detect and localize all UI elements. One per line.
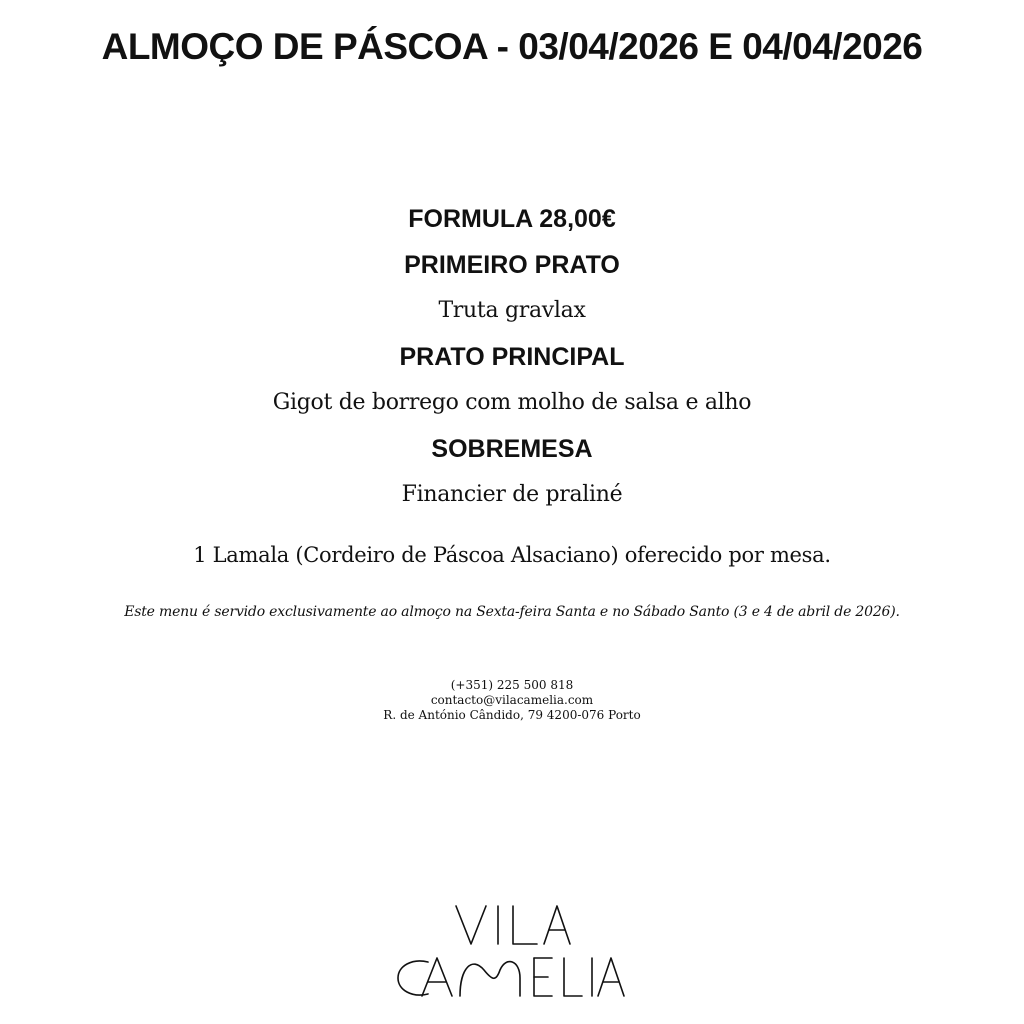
section-heading-starter: PRIMEIRO PRATO	[404, 251, 620, 279]
menu-block	[0, 196, 1024, 518]
availability-note: Este menu é servido exclusivamente ao almoço na Sexta-feira Santa e no Sábado Santo (3 e 4 de abril de 2026).	[124, 604, 900, 620]
contact-phone: (+351) 225 500 818	[450, 678, 574, 692]
dish-starter: Truta gravlax	[438, 298, 586, 323]
contact-email: contacto@vilacamelia.com	[430, 693, 594, 707]
section-heading-main: PRATO PRINCIPAL	[399, 343, 625, 371]
page-title: ALMOÇO DE PÁSCOA - 03/04/2026 E 04/04/2026	[101, 26, 923, 67]
dish-main: Gigot de borrego com molho de salsa e alho	[272, 390, 752, 415]
contact-block	[0, 678, 1024, 723]
section-heading-dessert: SOBREMESA	[431, 435, 593, 463]
formula-price: FORMULA 28,00€	[408, 205, 616, 233]
vila-camelia-logo	[392, 898, 632, 1002]
contact-address: R. de António Cândido, 79 4200-076 Porto	[383, 708, 641, 722]
dish-dessert: Financier de praliné	[401, 482, 623, 507]
offer-text: 1 Lamala (Cordeiro de Páscoa Alsaciano) oferecido por mesa.	[193, 543, 831, 567]
